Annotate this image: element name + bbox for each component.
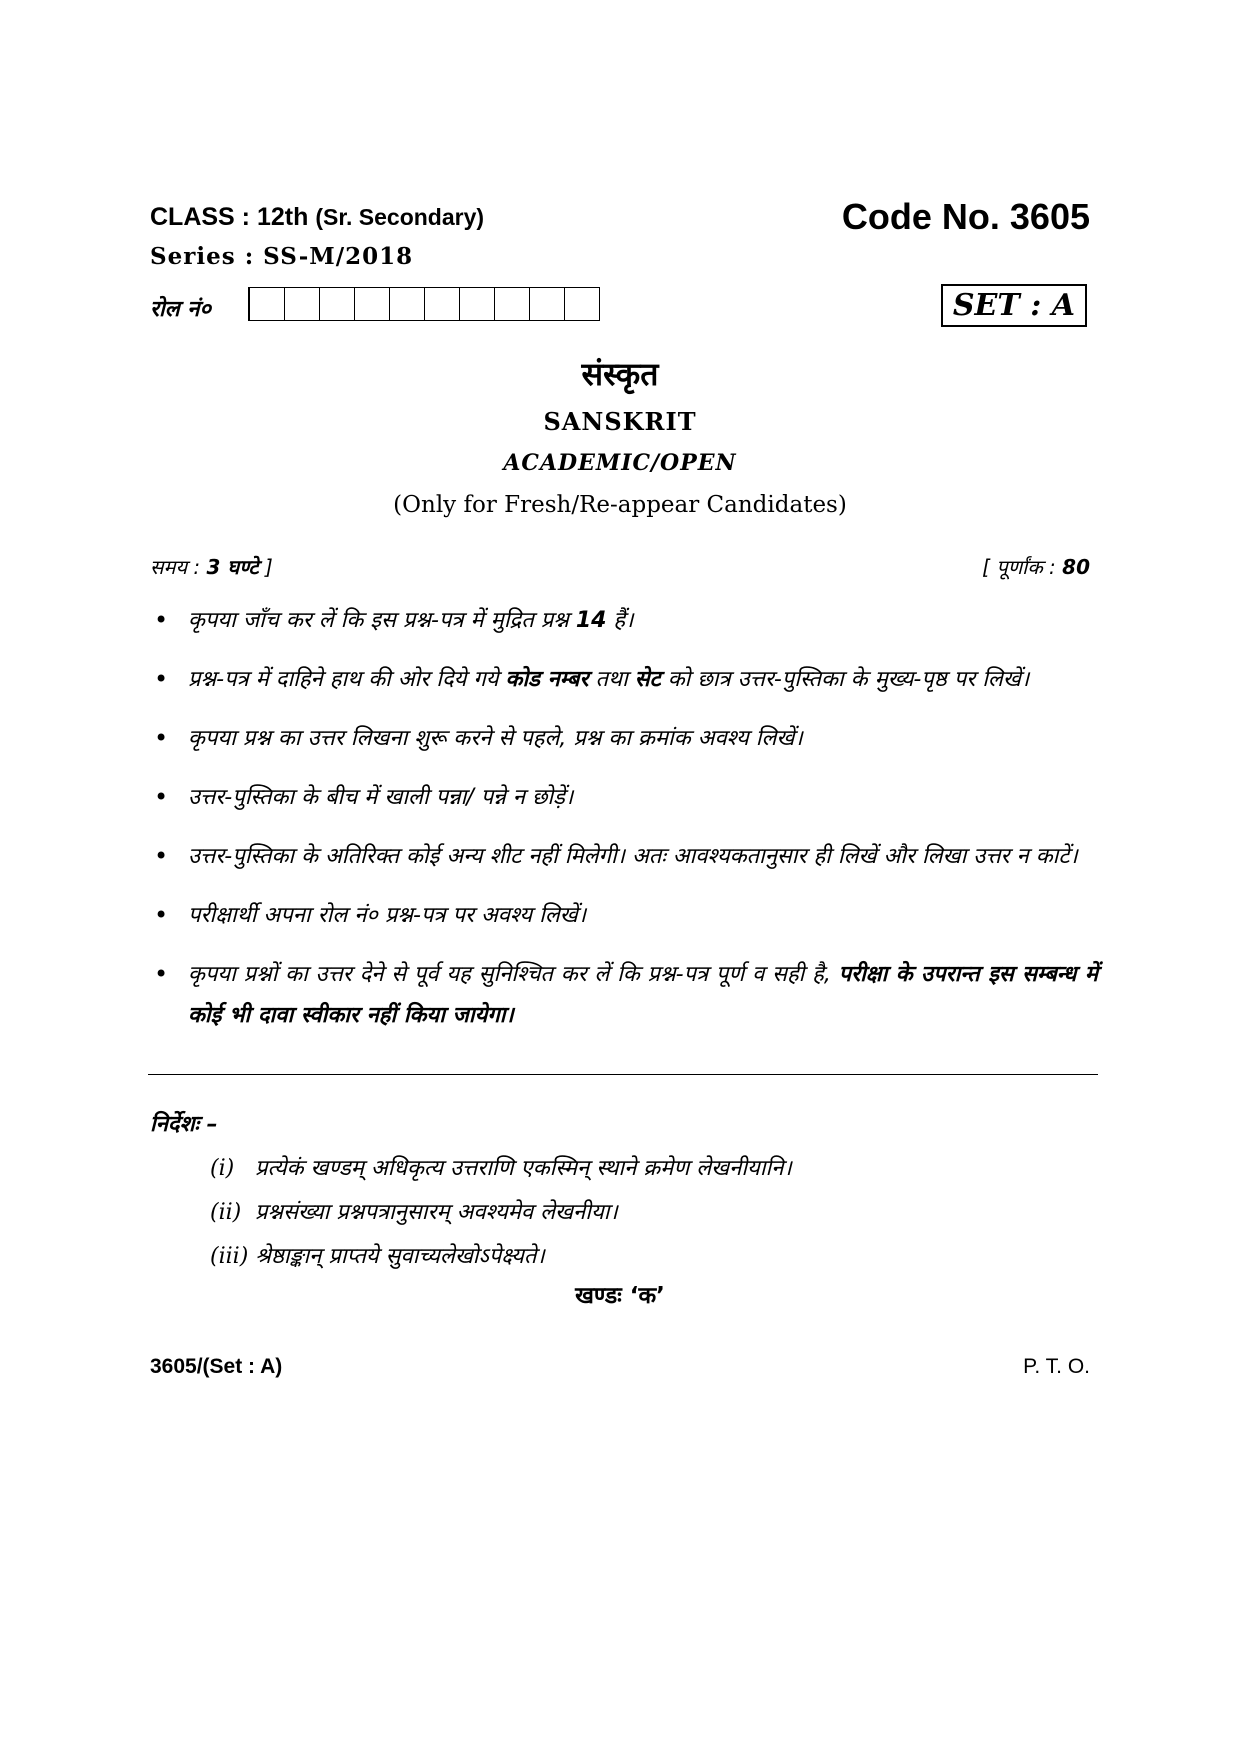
direction-item [210,1147,792,1191]
instruction-item [150,659,1098,700]
instruction-item [150,895,1098,936]
direction-text: प्रश्नसंख्या प्रश्नपत्रानुसारम् अवश्यमेव लेखनीया। [255,1200,618,1225]
code-number: Code No. 3605 [841,196,1090,237]
direction-number: (i) [210,1156,235,1181]
direction-item [210,1235,792,1279]
instruction-text: कृपया जाँच कर लें कि इस प्रश्न-पत्र में मुद्रित प्रश्न [188,608,576,633]
instruction-item [150,718,1098,759]
subject-title-hindi: संस्कृत [581,355,659,393]
instruction-item [150,954,1098,1036]
bullet-icon: • [154,901,169,929]
academic-open-label: ACADEMIC/OPEN [503,450,737,476]
section-heading: खण्डः ‘क’ [575,1283,665,1309]
footer-pto: P. T. O. [1023,1355,1090,1378]
time-label: समय : [150,555,207,579]
direction-text: प्रत्येकं खण्डम् अधिकृत्य उत्तराणि एकस्मिन् स्थाने क्रमेण लेखनीयानि। [255,1156,792,1181]
directions-heading: निर्देशः – [150,1112,218,1137]
roll-number-box[interactable] [390,287,425,321]
candidates-note: (Only for Fresh/Re-appear Candidates) [393,492,847,518]
instruction-text: को छात्र उत्तर-पुस्तिका के मुख्य-पृष्ठ पर लिखें। [660,667,1030,692]
roll-number-box[interactable] [495,287,530,321]
direction-text: श्रेष्ठाङ्कान् प्राप्तये सुवाच्यलेखोऽपेक्ष्यते। [255,1244,545,1269]
instruction-text: कृपया प्रश्नों का उत्तर देने से पूर्व यह सुनिश्चित कर लें कि प्रश्न-पत्र पूर्ण व सही है, [188,962,839,987]
roll-number-box[interactable] [565,287,600,321]
instruction-item [150,777,1098,818]
subject-title-english: SANSKRIT [543,407,697,436]
instruction-text: उत्तर-पुस्तिका के बीच में खाली पन्ना/ पन्ने न छोड़ें। [188,785,574,810]
set-badge: SET : A [941,284,1087,327]
direction-number: (ii) [210,1200,242,1225]
bullet-icon: • [154,783,169,811]
bullet-icon: • [154,842,169,870]
directions-list [210,1147,792,1279]
instruction-text: हैं। [606,608,634,633]
roll-number-boxes[interactable] [248,287,600,321]
class-label [150,203,484,232]
instruction-bold: 14 [575,608,607,633]
time-value: 3 घण्टे [206,555,259,579]
maximum-marks [982,553,1090,580]
direction-number: (iii) [210,1244,249,1269]
roll-number-box[interactable] [320,287,355,321]
footer-code: 3605/(Set : A) [150,1355,283,1378]
roll-number-box[interactable] [460,287,495,321]
instruction-text: उत्तर-पुस्तिका के अतिरिक्त कोई अन्य शीट नहीं मिलेगी। अतः आवश्यकतानुसार ही लिखें और लिखा उत्तर न काटें। [188,844,1078,869]
roll-number-box[interactable] [250,287,285,321]
roll-number-box[interactable] [530,287,565,321]
direction-item [210,1191,792,1235]
instruction-text: कृपया प्रश्न का उत्तर लिखना शुरू करने से पहले, प्रश्न का क्रमांक अवश्य लिखें। [188,726,803,751]
time-allowed [150,553,273,580]
class-sub: (Sr. Secondary) [315,204,485,230]
bullet-icon: • [154,960,169,988]
roll-number-box[interactable] [285,287,320,321]
marks-value: 80 [1062,555,1090,579]
roll-number-box[interactable] [355,287,390,321]
instructions-list [150,600,1098,1054]
series-label: Series : SS-M/2018 [150,243,414,270]
marks-label: [ पूर्णांक : [982,555,1063,579]
class-main: CLASS : 12th [150,203,309,231]
bullet-icon: • [154,665,169,693]
instruction-item [150,836,1098,877]
instruction-bold: सेट [634,667,661,692]
roll-number-label: रोल नं० [150,297,211,322]
instruction-text: परीक्षार्थी अपना रोल नं० प्रश्न-पत्र पर अवश्य लिखें। [188,903,587,928]
instruction-item [150,600,1098,641]
instruction-text: तथा [588,667,635,692]
instruction-bold: कोड नम्बर [505,667,589,692]
time-suffix: ] [258,555,273,579]
instruction-text: प्रश्न-पत्र में दाहिने हाथ की ओर दिये गये [188,667,506,692]
bullet-icon: • [154,724,169,752]
instruction-bold: परीक्षा के उपरान्त इस सम्बन्ध में कोई भी दावा स्वीकार नहीं किया जायेगा। [188,962,1098,1028]
divider-line [148,1074,1098,1075]
roll-number-box[interactable] [425,287,460,321]
bullet-icon: • [154,606,169,634]
